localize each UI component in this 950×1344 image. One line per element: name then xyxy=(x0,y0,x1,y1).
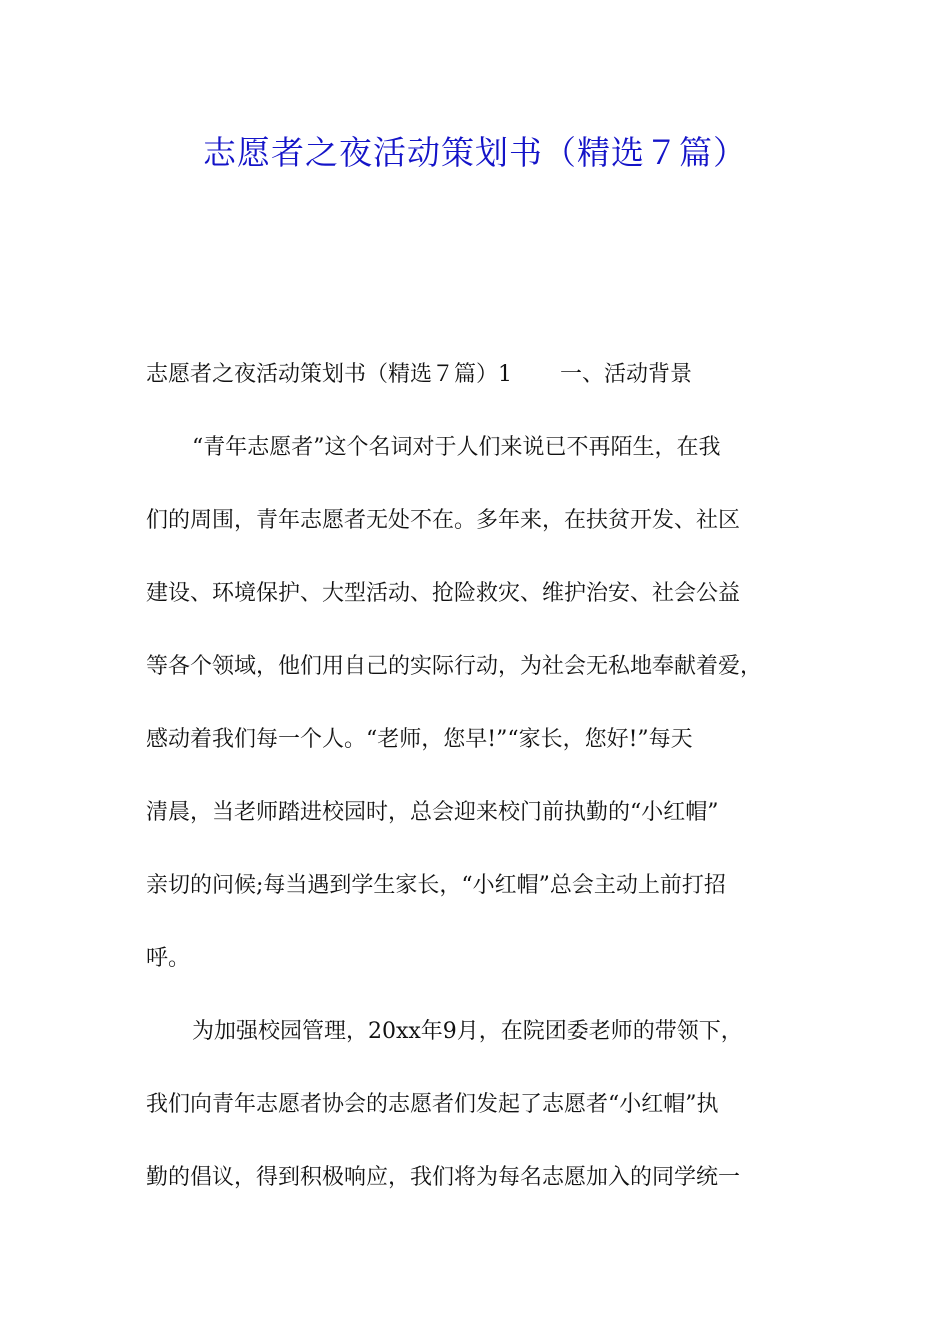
document-title: 志愿者之夜活动策划书（精选７篇） xyxy=(203,133,747,172)
paragraph-line: 感动着我们每一个人。“老师，您早!”“家长，您好!”每天 xyxy=(146,727,693,752)
section-heading-line xyxy=(146,338,826,411)
paragraph-line: 呼。 xyxy=(146,946,191,971)
document-body xyxy=(146,338,826,1214)
paragraph-line: 亲切的问候;每当遇到学生家长，“小红帽”总会主动上前打招 xyxy=(146,873,726,898)
paragraph-line: 建设、环境保护、大型活动、抢险救灾、维护治安、社会公益 xyxy=(146,581,741,606)
paragraph-line: 清晨，当老师踏进校园时，总会迎来校门前执勤的“小红帽” xyxy=(146,800,719,825)
paragraph-line: 为加强校园管理，20xx年9月，在院团委老师的带领下， xyxy=(192,1019,743,1044)
paragraph-line: “青年志愿者”这个名词对于人们来说已不再陌生，在我 xyxy=(192,435,721,460)
section-title: 志愿者之夜活动策划书（精选７篇）1 xyxy=(146,362,512,387)
paragraph-line: 我们向青年志愿者协会的志愿者们发起了志愿者“小红帽”执 xyxy=(146,1092,719,1117)
section-subtitle: 一、活动背景 xyxy=(560,362,693,387)
paragraph-line: 们的周围，青年志愿者无处不在。多年来，在扶贫开发、社区 xyxy=(146,508,741,533)
paragraph-line: 勤的倡议，得到积极响应，我们将为每名志愿加入的同学统一 xyxy=(146,1165,741,1190)
paragraph-line: 等各个领域，他们用自己的实际行动，为社会无私地奉献着爱， xyxy=(146,654,763,679)
